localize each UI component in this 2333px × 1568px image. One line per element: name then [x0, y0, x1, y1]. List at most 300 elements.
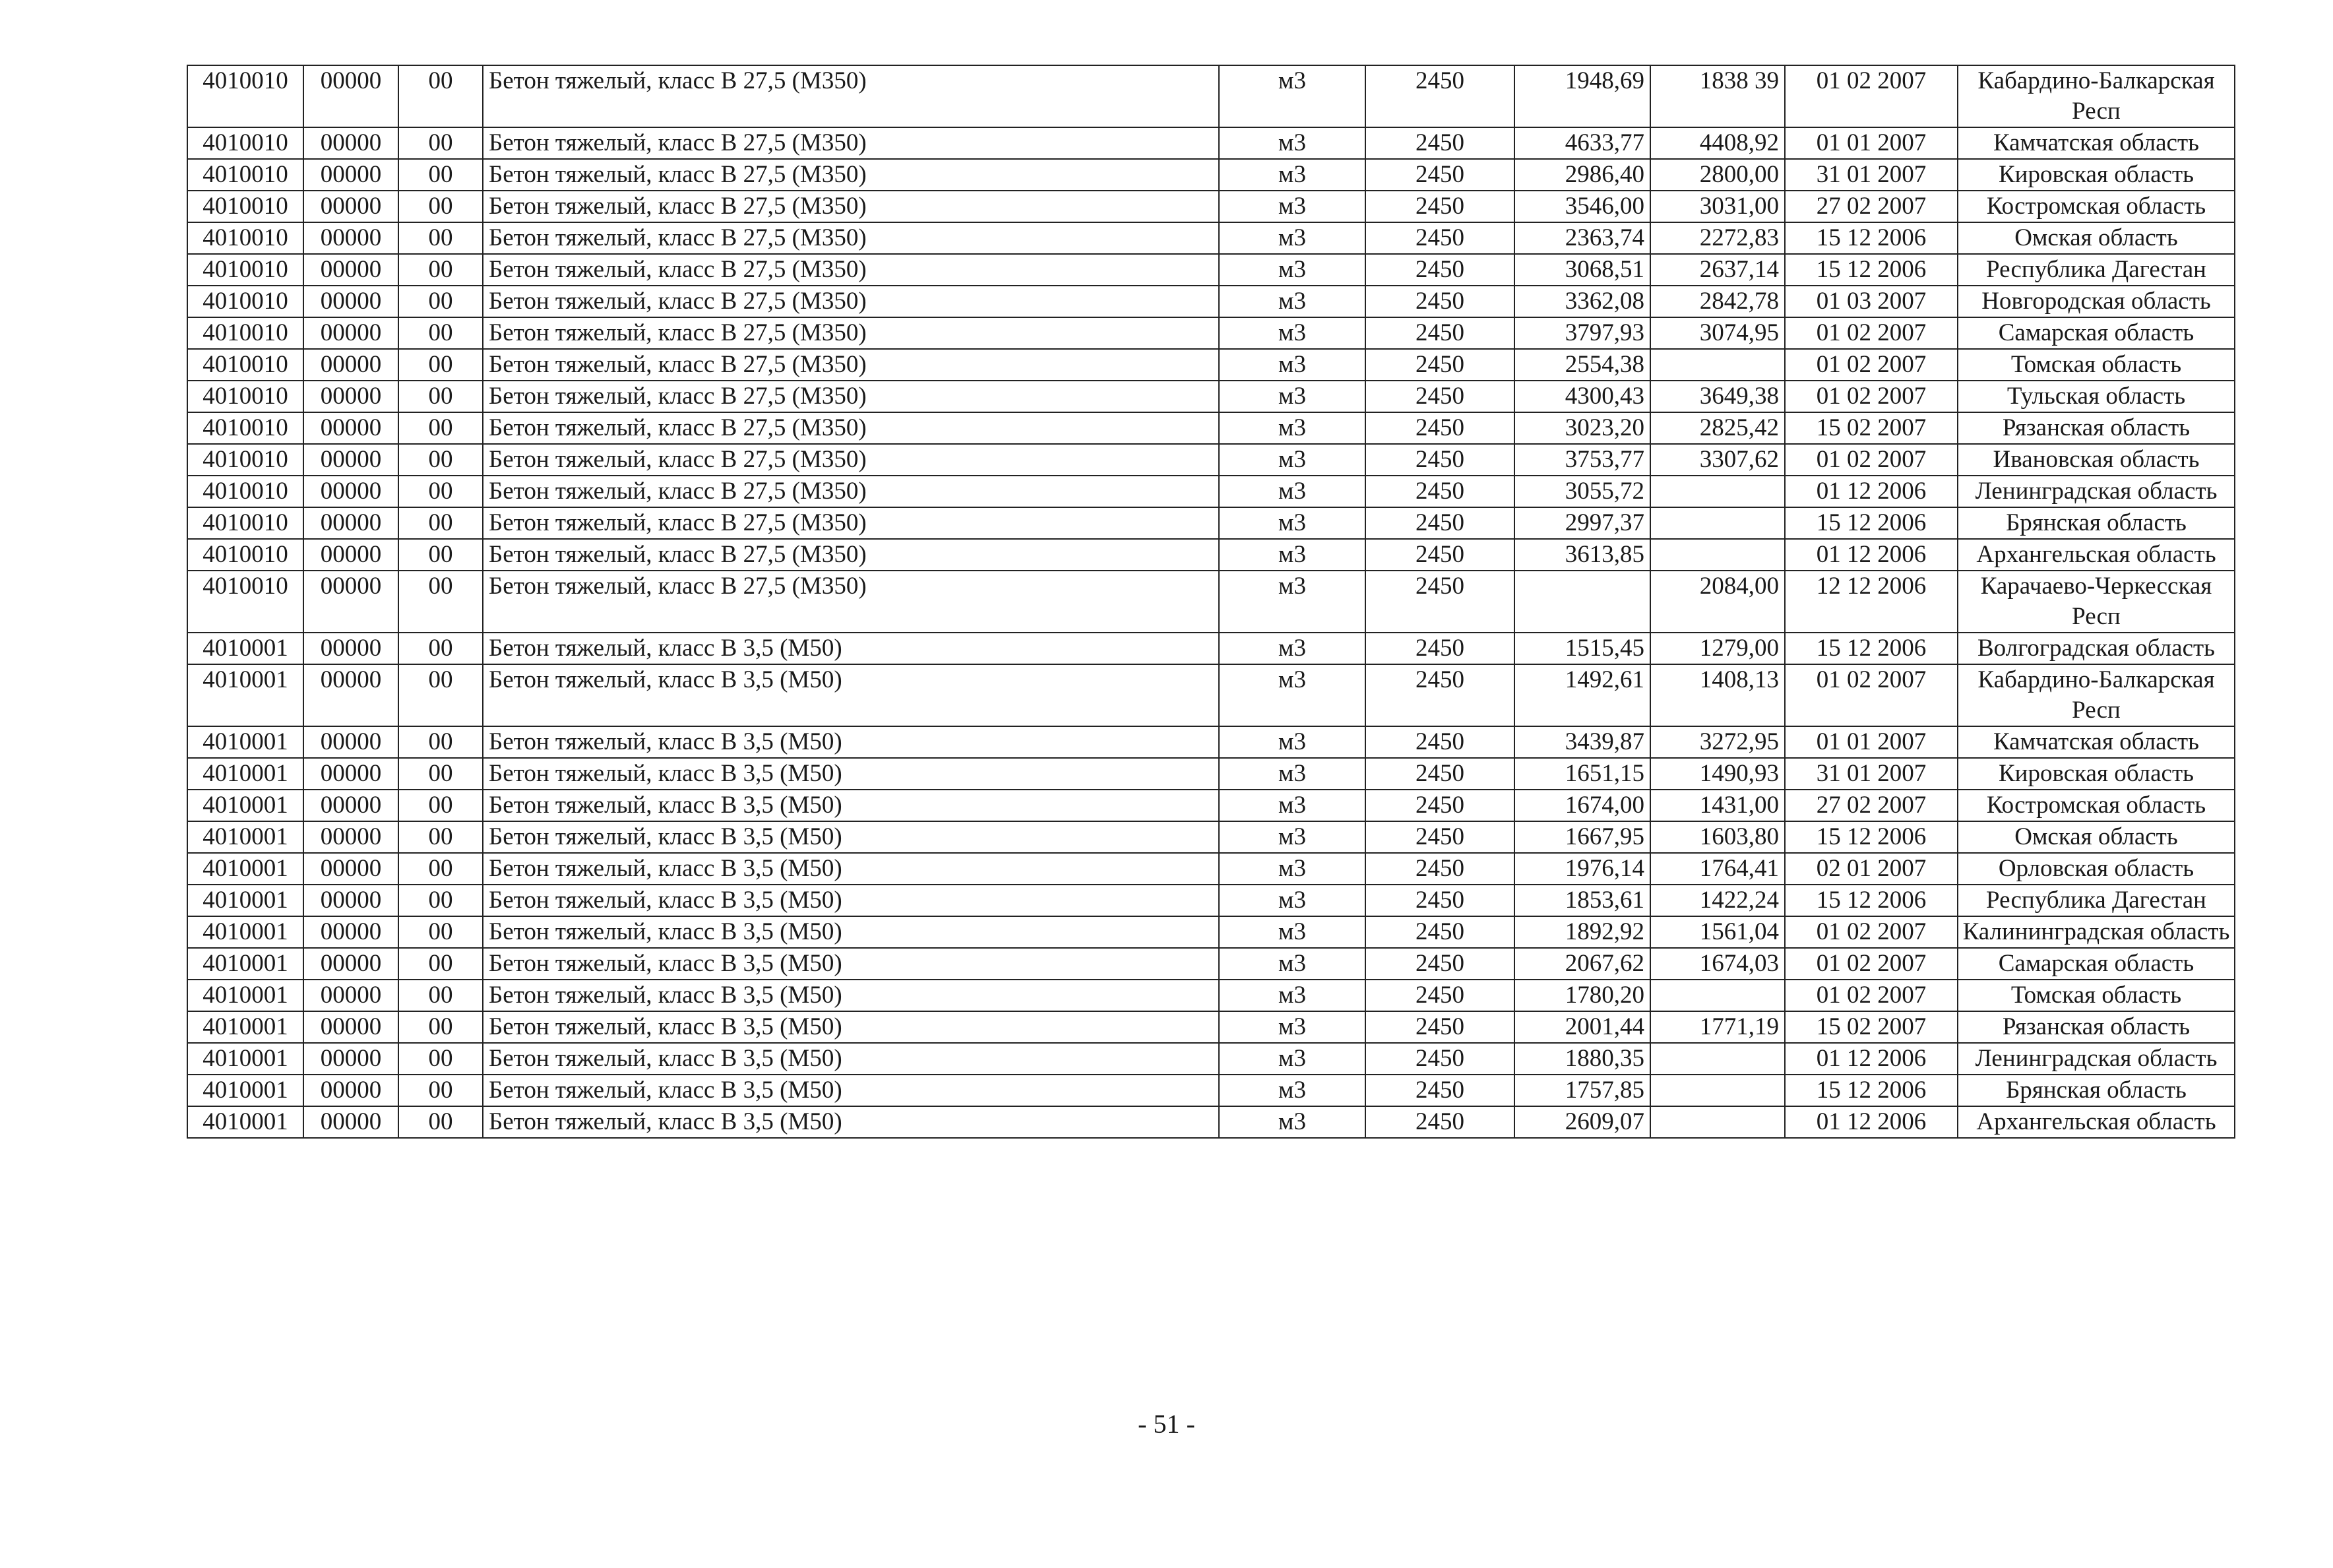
table-row	[187, 65, 2235, 127]
cell-date: 01 12 2006	[1785, 539, 1958, 571]
cell-code: 4010001	[187, 758, 303, 790]
table-row	[187, 317, 2235, 349]
cell-code: 4010001	[187, 948, 303, 980]
cell-price-2	[1650, 507, 1785, 539]
cell-unit: м3	[1219, 412, 1365, 444]
table-row	[187, 948, 2235, 980]
cell-code: 4010001	[187, 853, 303, 885]
cell-date: 12 12 2006	[1785, 571, 1958, 633]
cell-density: 2450	[1365, 254, 1514, 286]
cell-code: 4010001	[187, 664, 303, 726]
cell-material-name: Бетон тяжелый, класс В 27,5 (М350)	[483, 444, 1219, 476]
cell-density: 2450	[1365, 1011, 1514, 1043]
cell-date: 01 02 2007	[1785, 317, 1958, 349]
cell-unit: м3	[1219, 980, 1365, 1011]
cell-suffix: 00	[398, 317, 483, 349]
cell-region: Волгоградская область	[1958, 633, 2235, 664]
cell-code: 4010010	[187, 444, 303, 476]
cell-code: 4010001	[187, 1043, 303, 1075]
cell-unit: м3	[1219, 664, 1365, 726]
cell-price-1: 3055,72	[1514, 476, 1650, 507]
cell-density: 2450	[1365, 916, 1514, 948]
cell-unit: м3	[1219, 853, 1365, 885]
cell-unit: м3	[1219, 191, 1365, 222]
cell-price-1: 3439,87	[1514, 726, 1650, 758]
cell-suffix: 00	[398, 758, 483, 790]
cell-code: 4010010	[187, 317, 303, 349]
cell-material-name: Бетон тяжелый, класс В 27,5 (М350)	[483, 317, 1219, 349]
cell-code: 4010001	[187, 885, 303, 916]
cell-suffix: 00	[398, 916, 483, 948]
cell-region: Омская область	[1958, 222, 2235, 254]
cell-price-2: 1674,03	[1650, 948, 1785, 980]
cell-subcode: 00000	[303, 349, 398, 381]
cell-subcode: 00000	[303, 821, 398, 853]
cell-unit: м3	[1219, 507, 1365, 539]
cell-price-1: 3613,85	[1514, 539, 1650, 571]
cell-price-1: 4300,43	[1514, 381, 1650, 412]
cell-subcode: 00000	[303, 633, 398, 664]
cell-suffix: 00	[398, 159, 483, 191]
cell-unit: м3	[1219, 916, 1365, 948]
cell-code: 4010010	[187, 539, 303, 571]
table-row	[187, 127, 2235, 159]
cell-price-1: 3023,20	[1514, 412, 1650, 444]
cell-date: 15 12 2006	[1785, 885, 1958, 916]
cell-price-1: 2997,37	[1514, 507, 1650, 539]
cell-price-2: 1561,04	[1650, 916, 1785, 948]
cell-price-1: 1948,69	[1514, 65, 1650, 127]
cell-code: 4010010	[187, 507, 303, 539]
cell-date: 01 02 2007	[1785, 948, 1958, 980]
cell-date: 15 12 2006	[1785, 1075, 1958, 1106]
cell-price-2: 3307,62	[1650, 444, 1785, 476]
cell-price-1: 2554,38	[1514, 349, 1650, 381]
table-row	[187, 349, 2235, 381]
table-row	[187, 444, 2235, 476]
cell-date: 01 12 2006	[1785, 476, 1958, 507]
cell-date: 01 02 2007	[1785, 444, 1958, 476]
cell-material-name: Бетон тяжелый, класс В 27,5 (М350)	[483, 476, 1219, 507]
cell-subcode: 00000	[303, 476, 398, 507]
cell-code: 4010001	[187, 726, 303, 758]
cell-region: Архангельская область	[1958, 539, 2235, 571]
cell-density: 2450	[1365, 758, 1514, 790]
cell-code: 4010010	[187, 127, 303, 159]
cell-price-1: 4633,77	[1514, 127, 1650, 159]
cell-suffix: 00	[398, 222, 483, 254]
cell-density: 2450	[1365, 222, 1514, 254]
cell-price-1: 3546,00	[1514, 191, 1650, 222]
cell-date: 01 02 2007	[1785, 381, 1958, 412]
cell-unit: м3	[1219, 571, 1365, 633]
table-row	[187, 916, 2235, 948]
cell-price-2: 4408,92	[1650, 127, 1785, 159]
cell-region: Кировская область	[1958, 758, 2235, 790]
cell-code: 4010001	[187, 980, 303, 1011]
cell-price-2	[1650, 476, 1785, 507]
cell-suffix: 00	[398, 444, 483, 476]
cell-unit: м3	[1219, 633, 1365, 664]
cell-suffix: 00	[398, 254, 483, 286]
table-row	[187, 254, 2235, 286]
cell-price-2: 1408,13	[1650, 664, 1785, 726]
cell-subcode: 00000	[303, 571, 398, 633]
cell-density: 2450	[1365, 790, 1514, 821]
cell-date: 01 02 2007	[1785, 349, 1958, 381]
cell-price-2	[1650, 349, 1785, 381]
table-row	[187, 980, 2235, 1011]
cell-unit: м3	[1219, 317, 1365, 349]
cell-code: 4010010	[187, 191, 303, 222]
cell-date: 15 12 2006	[1785, 821, 1958, 853]
table-row	[187, 633, 2235, 664]
table-row	[187, 821, 2235, 853]
cell-unit: м3	[1219, 349, 1365, 381]
cell-subcode: 00000	[303, 758, 398, 790]
cell-code: 4010010	[187, 254, 303, 286]
cell-density: 2450	[1365, 412, 1514, 444]
cell-material-name: Бетон тяжелый, класс В 3,5 (М50)	[483, 726, 1219, 758]
cell-density: 2450	[1365, 381, 1514, 412]
cell-density: 2450	[1365, 191, 1514, 222]
cell-density: 2450	[1365, 507, 1514, 539]
cell-material-name: Бетон тяжелый, класс В 3,5 (М50)	[483, 821, 1219, 853]
cell-unit: м3	[1219, 222, 1365, 254]
cell-price-2: 1490,93	[1650, 758, 1785, 790]
cell-date: 02 01 2007	[1785, 853, 1958, 885]
cell-density: 2450	[1365, 317, 1514, 349]
cell-price-1: 3797,93	[1514, 317, 1650, 349]
cell-price-2: 1279,00	[1650, 633, 1785, 664]
cell-suffix: 00	[398, 948, 483, 980]
table-row	[187, 726, 2235, 758]
cell-subcode: 00000	[303, 412, 398, 444]
cell-code: 4010010	[187, 476, 303, 507]
cell-date: 15 12 2006	[1785, 507, 1958, 539]
cell-price-1: 1757,85	[1514, 1075, 1650, 1106]
cell-material-name: Бетон тяжелый, класс В 27,5 (М350)	[483, 65, 1219, 127]
cell-material-name: Бетон тяжелый, класс В 3,5 (М50)	[483, 1043, 1219, 1075]
cell-region: Костромская область	[1958, 191, 2235, 222]
cell-subcode: 00000	[303, 65, 398, 127]
cell-region: Калининградская область	[1958, 916, 2235, 948]
cell-material-name: Бетон тяжелый, класс В 3,5 (М50)	[483, 633, 1219, 664]
cell-region: Ивановская область	[1958, 444, 2235, 476]
cell-region: Карачаево-Черкесская Респ	[1958, 571, 2235, 633]
cell-subcode: 00000	[303, 191, 398, 222]
cell-suffix: 00	[398, 726, 483, 758]
cell-price-1: 2001,44	[1514, 1011, 1650, 1043]
cell-date: 31 01 2007	[1785, 758, 1958, 790]
cell-price-2: 2842,78	[1650, 286, 1785, 317]
cell-suffix: 00	[398, 381, 483, 412]
cell-code: 4010001	[187, 790, 303, 821]
cell-region: Брянская область	[1958, 1075, 2235, 1106]
cell-region: Рязанская область	[1958, 412, 2235, 444]
cell-subcode: 00000	[303, 286, 398, 317]
cell-price-1: 1515,45	[1514, 633, 1650, 664]
cell-date: 15 02 2007	[1785, 1011, 1958, 1043]
table-row	[187, 191, 2235, 222]
cell-price-2: 1771,19	[1650, 1011, 1785, 1043]
cell-price-2: 2800,00	[1650, 159, 1785, 191]
cell-suffix: 00	[398, 1043, 483, 1075]
cell-subcode: 00000	[303, 507, 398, 539]
cell-subcode: 00000	[303, 948, 398, 980]
cell-subcode: 00000	[303, 127, 398, 159]
cell-material-name: Бетон тяжелый, класс В 3,5 (М50)	[483, 916, 1219, 948]
cell-material-name: Бетон тяжелый, класс В 3,5 (М50)	[483, 1106, 1219, 1138]
cell-price-2: 2084,00	[1650, 571, 1785, 633]
cell-subcode: 00000	[303, 1106, 398, 1138]
table-row	[187, 571, 2235, 633]
cell-price-2	[1650, 539, 1785, 571]
cell-suffix: 00	[398, 539, 483, 571]
cell-material-name: Бетон тяжелый, класс В 27,5 (М350)	[483, 222, 1219, 254]
cell-subcode: 00000	[303, 222, 398, 254]
cell-unit: м3	[1219, 476, 1365, 507]
cell-density: 2450	[1365, 664, 1514, 726]
cell-suffix: 00	[398, 790, 483, 821]
cell-date: 01 01 2007	[1785, 127, 1958, 159]
cell-density: 2450	[1365, 821, 1514, 853]
cell-material-name: Бетон тяжелый, класс В 3,5 (М50)	[483, 664, 1219, 726]
table-row	[187, 664, 2235, 726]
cell-region: Самарская область	[1958, 948, 2235, 980]
cell-suffix: 00	[398, 127, 483, 159]
cell-material-name: Бетон тяжелый, класс В 3,5 (М50)	[483, 885, 1219, 916]
cell-region: Кабардино-Балкарская Респ	[1958, 664, 2235, 726]
cell-unit: м3	[1219, 821, 1365, 853]
cell-material-name: Бетон тяжелый, класс В 27,5 (М350)	[483, 286, 1219, 317]
table-row	[187, 1106, 2235, 1138]
cell-density: 2450	[1365, 980, 1514, 1011]
cell-code: 4010010	[187, 65, 303, 127]
table-row	[187, 286, 2235, 317]
cell-subcode: 00000	[303, 381, 398, 412]
cell-region: Брянская область	[1958, 507, 2235, 539]
cell-code: 4010010	[187, 286, 303, 317]
cell-unit: м3	[1219, 159, 1365, 191]
page-number: - 51 -	[1138, 1409, 1195, 1439]
cell-price-2: 1431,00	[1650, 790, 1785, 821]
table-row	[187, 885, 2235, 916]
cell-date: 15 12 2006	[1785, 254, 1958, 286]
cell-price-1	[1514, 571, 1650, 633]
cell-date: 15 12 2006	[1785, 633, 1958, 664]
cell-material-name: Бетон тяжелый, класс В 27,5 (М350)	[483, 127, 1219, 159]
cell-density: 2450	[1365, 571, 1514, 633]
cell-unit: м3	[1219, 885, 1365, 916]
cell-suffix: 00	[398, 664, 483, 726]
table-row	[187, 159, 2235, 191]
cell-unit: м3	[1219, 381, 1365, 412]
table-row	[187, 758, 2235, 790]
cell-region: Архангельская область	[1958, 1106, 2235, 1138]
cell-subcode: 00000	[303, 444, 398, 476]
cell-region: Омская область	[1958, 821, 2235, 853]
cell-subcode: 00000	[303, 159, 398, 191]
cell-suffix: 00	[398, 1075, 483, 1106]
cell-subcode: 00000	[303, 980, 398, 1011]
cell-region: Самарская область	[1958, 317, 2235, 349]
cell-region: Костромская область	[1958, 790, 2235, 821]
cell-price-2: 3031,00	[1650, 191, 1785, 222]
cell-subcode: 00000	[303, 916, 398, 948]
cell-material-name: Бетон тяжелый, класс В 3,5 (М50)	[483, 948, 1219, 980]
cell-material-name: Бетон тяжелый, класс В 27,5 (М350)	[483, 507, 1219, 539]
cell-unit: м3	[1219, 286, 1365, 317]
cell-date: 01 02 2007	[1785, 980, 1958, 1011]
cell-unit: м3	[1219, 790, 1365, 821]
cell-price-2: 3272,95	[1650, 726, 1785, 758]
cell-code: 4010010	[187, 159, 303, 191]
table-row	[187, 412, 2235, 444]
cell-region: Республика Дагестан	[1958, 254, 2235, 286]
cell-subcode: 00000	[303, 1043, 398, 1075]
cell-date: 01 12 2006	[1785, 1106, 1958, 1138]
table-row	[187, 853, 2235, 885]
cell-code: 4010001	[187, 1075, 303, 1106]
cell-price-1: 3068,51	[1514, 254, 1650, 286]
cell-price-1: 1492,61	[1514, 664, 1650, 726]
cell-suffix: 00	[398, 286, 483, 317]
cell-date: 27 02 2007	[1785, 790, 1958, 821]
cell-unit: м3	[1219, 1106, 1365, 1138]
cell-price-1: 2363,74	[1514, 222, 1650, 254]
table-row	[187, 790, 2235, 821]
cell-price-1: 1880,35	[1514, 1043, 1650, 1075]
cell-density: 2450	[1365, 286, 1514, 317]
cell-price-1: 1892,92	[1514, 916, 1650, 948]
cell-code: 4010001	[187, 821, 303, 853]
cell-material-name: Бетон тяжелый, класс В 3,5 (М50)	[483, 790, 1219, 821]
cell-material-name: Бетон тяжелый, класс В 27,5 (М350)	[483, 412, 1219, 444]
cell-material-name: Бетон тяжелый, класс В 27,5 (М350)	[483, 349, 1219, 381]
cell-price-1: 1853,61	[1514, 885, 1650, 916]
cell-region: Камчатская область	[1958, 726, 2235, 758]
cell-material-name: Бетон тяжелый, класс В 27,5 (М350)	[483, 381, 1219, 412]
cell-unit: м3	[1219, 948, 1365, 980]
cell-price-2: 1764,41	[1650, 853, 1785, 885]
cell-price-2: 1603,80	[1650, 821, 1785, 853]
cell-material-name: Бетон тяжелый, класс В 3,5 (М50)	[483, 758, 1219, 790]
cell-density: 2450	[1365, 127, 1514, 159]
cell-subcode: 00000	[303, 885, 398, 916]
cell-density: 2450	[1365, 1106, 1514, 1138]
cell-code: 4010010	[187, 222, 303, 254]
cell-price-2	[1650, 1106, 1785, 1138]
cell-subcode: 00000	[303, 664, 398, 726]
cell-region: Орловская область	[1958, 853, 2235, 885]
cell-date: 01 01 2007	[1785, 726, 1958, 758]
table-row	[187, 539, 2235, 571]
cell-subcode: 00000	[303, 539, 398, 571]
price-table	[187, 65, 2235, 1139]
cell-density: 2450	[1365, 853, 1514, 885]
cell-code: 4010010	[187, 412, 303, 444]
cell-suffix: 00	[398, 65, 483, 127]
cell-unit: м3	[1219, 65, 1365, 127]
cell-code: 4010001	[187, 916, 303, 948]
cell-code: 4010001	[187, 633, 303, 664]
cell-region: Новгородская область	[1958, 286, 2235, 317]
cell-suffix: 00	[398, 1011, 483, 1043]
cell-density: 2450	[1365, 1075, 1514, 1106]
cell-price-2	[1650, 1075, 1785, 1106]
cell-price-1: 2986,40	[1514, 159, 1650, 191]
cell-suffix: 00	[398, 191, 483, 222]
cell-subcode: 00000	[303, 790, 398, 821]
table-row	[187, 381, 2235, 412]
cell-unit: м3	[1219, 254, 1365, 286]
cell-price-2: 3074,95	[1650, 317, 1785, 349]
cell-subcode: 00000	[303, 1075, 398, 1106]
cell-material-name: Бетон тяжелый, класс В 3,5 (М50)	[483, 853, 1219, 885]
cell-date: 27 02 2007	[1785, 191, 1958, 222]
table-row	[187, 507, 2235, 539]
cell-material-name: Бетон тяжелый, класс В 3,5 (М50)	[483, 1011, 1219, 1043]
cell-code: 4010010	[187, 381, 303, 412]
cell-price-1: 3753,77	[1514, 444, 1650, 476]
table-row	[187, 1043, 2235, 1075]
cell-unit: м3	[1219, 726, 1365, 758]
cell-density: 2450	[1365, 726, 1514, 758]
cell-region: Ленинградская область	[1958, 1043, 2235, 1075]
cell-price-2: 1838 39	[1650, 65, 1785, 127]
cell-date: 15 02 2007	[1785, 412, 1958, 444]
cell-unit: м3	[1219, 127, 1365, 159]
cell-unit: м3	[1219, 1011, 1365, 1043]
cell-suffix: 00	[398, 885, 483, 916]
cell-price-2	[1650, 980, 1785, 1011]
cell-suffix: 00	[398, 633, 483, 664]
table-row	[187, 1011, 2235, 1043]
cell-region: Ленинградская область	[1958, 476, 2235, 507]
cell-material-name: Бетон тяжелый, класс В 27,5 (М350)	[483, 159, 1219, 191]
cell-price-2: 2637,14	[1650, 254, 1785, 286]
cell-code: 4010001	[187, 1106, 303, 1138]
cell-region: Томская область	[1958, 349, 2235, 381]
cell-material-name: Бетон тяжелый, класс В 3,5 (М50)	[483, 1075, 1219, 1106]
cell-suffix: 00	[398, 853, 483, 885]
cell-region: Тульская область	[1958, 381, 2235, 412]
cell-price-1: 2067,62	[1514, 948, 1650, 980]
cell-density: 2450	[1365, 885, 1514, 916]
cell-suffix: 00	[398, 412, 483, 444]
cell-date: 31 01 2007	[1785, 159, 1958, 191]
cell-region: Томская область	[1958, 980, 2235, 1011]
cell-date: 01 02 2007	[1785, 65, 1958, 127]
cell-region: Рязанская область	[1958, 1011, 2235, 1043]
cell-material-name: Бетон тяжелый, класс В 27,5 (М350)	[483, 571, 1219, 633]
cell-density: 2450	[1365, 444, 1514, 476]
cell-price-2: 2272,83	[1650, 222, 1785, 254]
cell-price-1: 1667,95	[1514, 821, 1650, 853]
cell-price-1: 1780,20	[1514, 980, 1650, 1011]
cell-date: 01 12 2006	[1785, 1043, 1958, 1075]
cell-unit: м3	[1219, 1075, 1365, 1106]
cell-region: Кировская область	[1958, 159, 2235, 191]
cell-code: 4010010	[187, 571, 303, 633]
cell-price-2	[1650, 1043, 1785, 1075]
cell-price-2: 2825,42	[1650, 412, 1785, 444]
cell-suffix: 00	[398, 476, 483, 507]
table-row	[187, 1075, 2235, 1106]
cell-price-2: 1422,24	[1650, 885, 1785, 916]
cell-price-1: 1674,00	[1514, 790, 1650, 821]
